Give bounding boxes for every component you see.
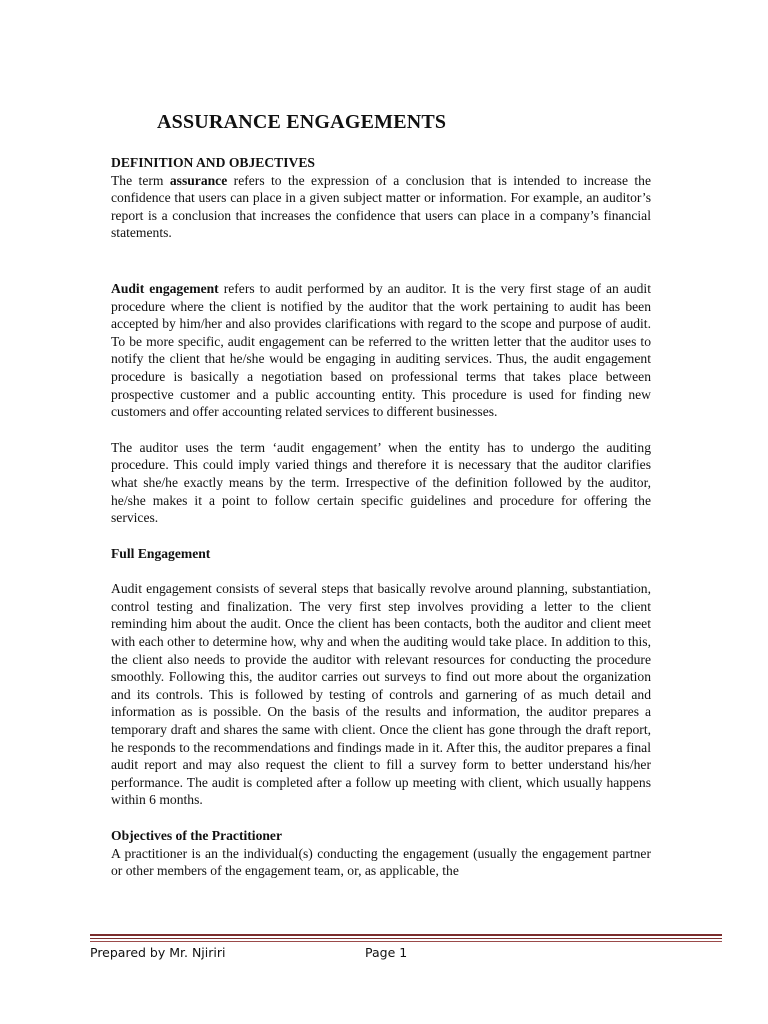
footer-rule-thin xyxy=(90,941,722,942)
footer-author: Prepared by Mr. Njiriri xyxy=(90,945,226,960)
spacer xyxy=(111,527,651,545)
definition-text-rest: refers to the expression of a conclusion that is intended to increase the confidence that users can place in a given subject matter or information. For example, an auditor’s report is a conclusion that increases the confidence that users can place in a company’s financial statements. xyxy=(111,172,652,241)
footer-page-number: Page 1 xyxy=(365,945,408,960)
audit-engagement-term: Audit engagement xyxy=(111,280,219,296)
full-engagement-paragraph: Audit engagement consists of several steps that basically revolve around planning, substantiation, control testing and finalization. The very first step involves providing a letter to the client reminding him about the audit. Once the client has been contacts, both the auditor and client meet with each other to determine how, why and when the auditing would take place. In addition to this, the client also needs to provide the auditor with relevant resources for conducting the procedure smoothly. Following this, the auditor carries out surveys to find out more about the organization and its controls. This is followed by testing of controls and garnering of as much detail and information as is possible. On the basis of the results and information, the auditor prepares a temporary draft and shares the same with client. Once the client has gone through the draft report, he responds to the recommendations and findings made in it. After this, the auditor prepares a final audit report and may also request the client to fill a survey form to better understand his/her performance. The audit is completed after a follow up meeting with client, which usually happens within 6 months. xyxy=(111,581,651,808)
spacer xyxy=(111,421,651,439)
objectives-paragraph: A practitioner is an the individual(s) conducting the engagement (usually the engagement partner or other members of the engagement team, or, as applicable, the xyxy=(111,845,651,879)
spacer xyxy=(111,562,651,580)
full-engagement-heading: Full Engagement xyxy=(111,545,211,561)
footer-rule-thin xyxy=(90,938,722,939)
definition-heading: DEFINITION AND OBJECTIVES xyxy=(111,155,315,170)
footer-rule-thick xyxy=(90,934,722,936)
definition-paragraph xyxy=(111,172,651,242)
document-body xyxy=(111,154,651,880)
audit-engagement-text: refers to audit performed by an auditor. It is the very first stage of an audit procedure where the client is notified by the auditor that the work pertaining to audit has been accepted by him/her and also provides clarifications with regard to the scope and purpose of audit. To be more specific, audit engagement can be referred to the written letter that the auditor uses to notify the client that he/she would be engaging in auditing services. Thus, the audit engagement procedure is basically a negotiation based on professional terms that takes place between prospective customer and a public accounting entity. This procedure is used for finding new customers and offer accounting related services to different businesses. xyxy=(111,280,651,420)
audit-engagement-paragraph xyxy=(111,280,651,421)
objectives-heading: Objectives of the Practitioner xyxy=(111,828,282,843)
definition-text-start: The term xyxy=(111,172,170,188)
auditor-term-paragraph: The auditor uses the term ‘audit engagement’ when the entity has to undergo the auditing procedure. This could imply varied things and therefore it is necessary that the auditor clarifies what she/he exactly means by the term. Irrespective of the definition followed by the auditor, he/she makes it a point to follow certain specific guidelines and procedure for offering the services. xyxy=(111,439,651,526)
spacer xyxy=(111,242,651,280)
document-title: ASSURANCE ENGAGEMENTS xyxy=(157,111,447,133)
spacer xyxy=(111,809,651,827)
assurance-term: assurance xyxy=(169,172,228,188)
